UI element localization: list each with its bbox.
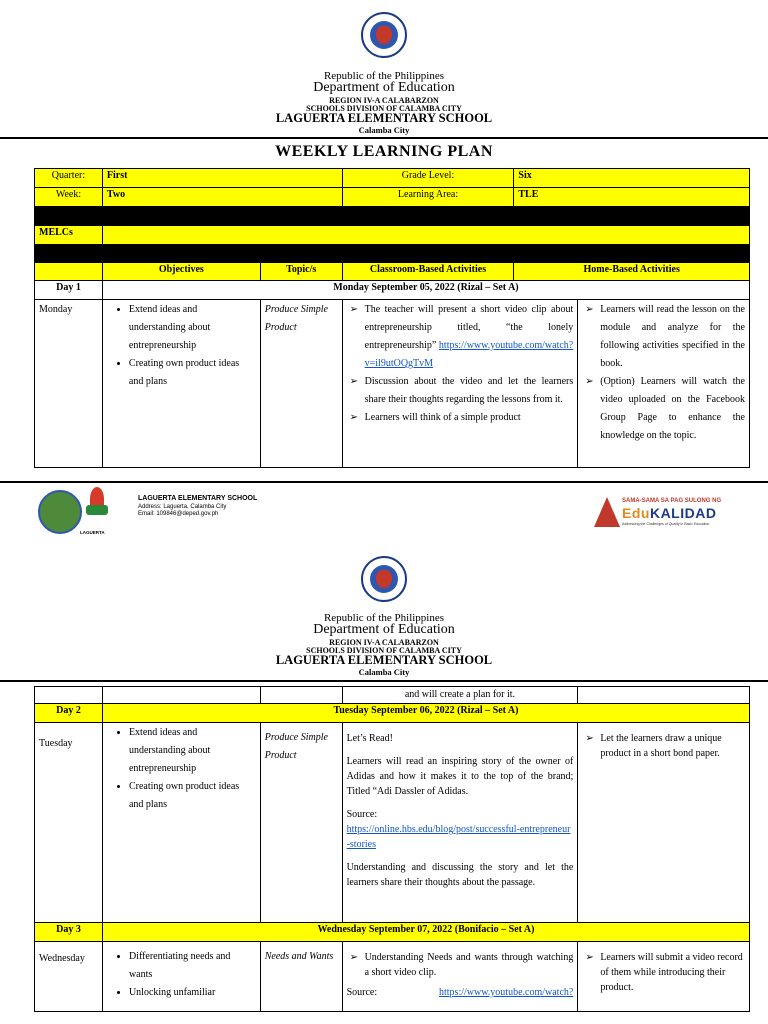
day2-discussion: Understanding and discussing the story and let the learners share their thoughts about the passage. [346,862,574,888]
footer-address: Address: Laguerta, Calamba City [138,504,227,510]
header-rule [0,680,768,682]
black-band [35,207,750,226]
black-band [35,245,750,263]
day3-date: Wednesday September 07, 2022 (Bonifacio – Set A) [102,923,749,942]
header-school: LAGUERTA ELEMENTARY SCHOOL [275,653,493,667]
logo-caption: LAGUERTA [80,530,105,535]
day1-date: Monday September 05, 2022 (Rizal – Set A) [102,281,749,300]
badge-sub: Addressing the Challenges of Quality in Basic Education [622,522,710,526]
col-objectives: Objectives [102,263,260,281]
day1-classroom-cont: and will create a plan for it. [342,687,578,704]
list-item: ➢ The teacher will present a short video clip about entrepreneurship titled, “the lonely entrepreneurship” https://www.youtube.com/watch?v=il9utOQgTvM [365,301,574,373]
list-item: • Extend ideas and understanding about entrepreneurship [129,301,256,355]
day3-label: Day 3 [35,923,103,942]
header-department: Department of Education [313,80,455,95]
list-item: ➢ Learners will read the lesson on the module and analyze for the following activities specified in the book. [600,301,745,373]
plan-table-page2 [34,686,750,1012]
day3-objectives [107,948,256,1002]
edukalidad-badge [594,495,736,531]
melcs-value [102,226,749,245]
list-item: • Creating own product ideas and plans [129,778,256,814]
school-logo [38,490,82,534]
day3-dayname: Wednesday [35,942,103,1012]
badge-word-a: Edu [622,505,650,521]
deped-seal [361,556,407,602]
day2-objectives [107,724,256,814]
header-division: SCHOOLS DIVISION OF CALAMBA CITY [306,646,462,655]
week-value: Two [102,188,342,207]
col-home: Home-Based Activities [514,263,750,281]
header-republic: Republic of the Philippines [323,612,445,624]
list-item: ➢ Discussion about the video and let the learners share their thoughts regarding the lessons from it. [365,373,574,409]
footer-email: Email: 109846@deped.gov.ph [138,511,219,517]
header-division: SCHOOLS DIVISION OF CALAMBA CITY [306,104,462,113]
week-label: Week: [35,188,103,207]
list-item: ➢ Understanding Needs and wants through watching a short video clip. [365,950,574,980]
list-item: • Creating own product ideas and plans [129,355,256,391]
melcs-label: MELCs [35,226,103,245]
list-item: ➢ Learners will think of a simple product [365,409,574,427]
badge-word-b: KALIDAD [649,505,717,521]
list-item: ➢ (Option) Learners will watch the video uploaded on the Facebook Group Page to enhance the knowledge on the topic. [600,373,745,445]
day1-dayname: Monday [35,300,103,468]
quarter-value: First [102,169,342,188]
day2-home [582,731,745,761]
header-republic: Republic of the Philippines [323,70,445,82]
plan-table-page1 [34,168,750,468]
header-city: Calamba City [358,125,410,135]
header-region: REGION IV-A CALABARZON [329,638,439,647]
day2-topic: Produce Simple Product [260,723,342,923]
day2-source-label: Source: [346,809,378,820]
grade-label: Grade Level: [342,169,514,188]
header-department: Department of Education [313,622,455,637]
page-title: WEEKLY LEARNING PLAN [275,143,493,160]
header-city: Calamba City [358,667,410,677]
area-label: Learning Area: [342,188,514,207]
day3-classroom [347,950,574,980]
day1-label: Day 1 [35,281,103,300]
day1-home [582,301,745,445]
day1-topic: Produce Simple Product [260,300,342,468]
day1-classroom [347,301,574,427]
list-item: • Extend ideas and understanding about entrepreneurship [129,724,256,778]
header-region: REGION IV-A CALABARZON [329,96,439,105]
division-logo [84,487,112,523]
badge-top: SAMA-SAMA SA PAG SULONG NG [622,498,722,504]
footer-rule [0,481,768,483]
list-item: • Differentiating needs and wants [129,948,256,984]
day2-story: Learners will read an inspiring story of the owner of Adidas and how it makes it to the top of the brand; Titled “Adi Dassler of Adidas. [346,756,574,797]
col-topics: Topic/s [260,263,342,281]
list-item: ➢ Learners will submit a video record of them while introducing their product. [600,950,745,995]
day3-source-label: Source: [346,987,378,998]
day2-date: Tuesday September 06, 2022 (Rizal – Set A) [102,704,749,723]
day2-dayname: Tuesday [35,723,103,923]
day2-label: Day 2 [35,704,103,723]
quarter-label: Quarter: [35,169,103,188]
day3-topic: Needs and Wants [260,942,342,1012]
video-link[interactable]: https://www.youtube.com/watch?v=il9utOQgTvM [364,340,574,369]
day2-source-link[interactable]: https://online.hbs.edu/blog/post/successful-entrepreneur-stories [346,824,571,850]
deped-seal [361,12,407,58]
header-school: LAGUERTA ELEMENTARY SCHOOL [275,111,493,125]
day3-home [582,950,745,995]
area-value: TLE [514,188,750,207]
day2-lets-read: Let’s Read! [346,733,393,744]
col-classroom: Classroom-Based Activities [342,263,514,281]
day3-source-link[interactable]: https://www.youtube.com/watch? [439,987,574,998]
footer-school: LAGUERTA ELEMENTARY SCHOOL [138,495,258,502]
list-item: ➢ Let the learners draw a unique product in a short bond paper. [600,731,745,761]
grade-value: Six [514,169,750,188]
header-rule [0,137,768,139]
list-item: • Unlocking unfamiliar [129,984,256,1002]
day1-objectives [107,301,256,391]
